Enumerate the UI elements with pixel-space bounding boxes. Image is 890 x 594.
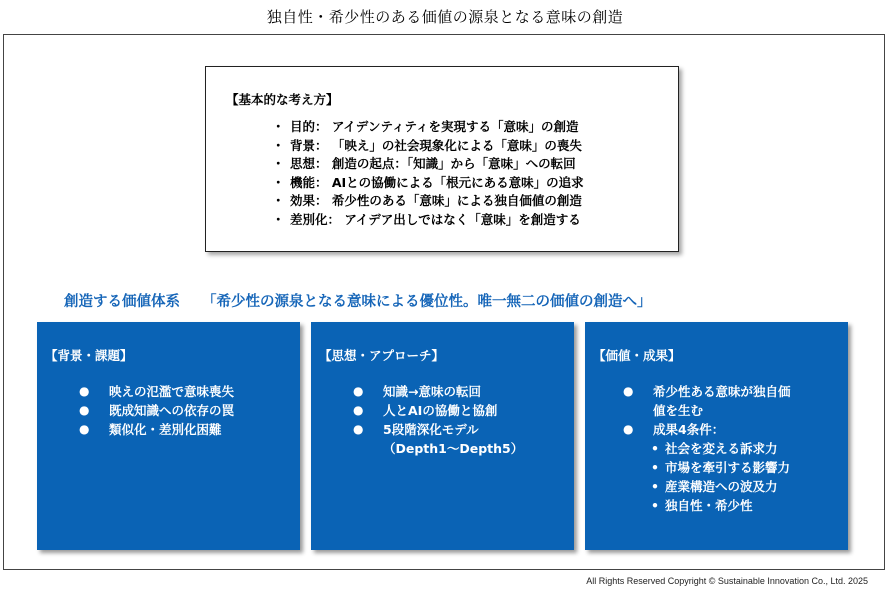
sub-bullet-icon: •	[651, 498, 659, 513]
panel-value-results	[585, 322, 848, 550]
concept-item-background: ・ 背景： 「映え」の社会現象化による「意味」の喪失	[272, 137, 584, 156]
bullet-icon: ・	[272, 193, 285, 208]
bullet-icon: ・	[272, 211, 285, 227]
bullet-dot-icon: ●	[623, 384, 634, 398]
sub-list-item: • 独自性・希少性	[651, 498, 753, 513]
concept-heading: 【基本的な考え方】	[226, 92, 339, 107]
list-item: ● 映えの氾濫で意味喪失	[79, 384, 235, 399]
sub-list-item: • 市場を牽引する影響力	[651, 460, 791, 475]
bullet-icon: ・	[272, 119, 285, 134]
list-item: ● 人とAIの協働と協創	[353, 403, 498, 418]
bullet-dot-icon: ●	[79, 384, 90, 398]
bullet-icon: ・	[272, 174, 285, 190]
bullet-dot-icon: ●	[353, 422, 364, 436]
bullet-icon: ・	[272, 137, 285, 153]
bullet-icon: ・	[272, 156, 285, 171]
panel-list	[623, 382, 791, 515]
page-title: 独自性・希少性のある価値の源泉となる意味の創造	[266, 8, 624, 26]
panel-heading: 【価値・成果】	[593, 348, 681, 363]
concept-box	[205, 66, 679, 252]
bullet-dot-icon: ●	[353, 403, 364, 417]
list-item: ● 既成知識への依存の罠	[79, 403, 235, 418]
sub-bullet-icon: •	[651, 460, 659, 475]
value-system-line	[64, 290, 864, 311]
panel-heading: 【背景・課題】	[45, 348, 133, 363]
panel-heading: 【思想・アプローチ】	[319, 348, 445, 363]
panel-list	[353, 382, 523, 458]
sub-bullet-icon: •	[651, 441, 659, 456]
sub-list-item: • 産業構造への波及力	[651, 479, 778, 494]
bullet-dot-icon: ●	[353, 384, 364, 398]
bullet-dot-icon: ●	[79, 403, 90, 417]
list-item: ● 希少性ある意味が独自価 値を生む	[623, 384, 791, 418]
bullet-dot-icon: ●	[79, 422, 90, 436]
concept-item-purpose: ・ 目的： アイデンティティを実現する「意味」の創造	[272, 118, 584, 137]
list-item: ● 5段階深化モデル （Depth1〜Depth5）	[353, 422, 524, 456]
concept-item-differentiation: ・ 差別化： アイデア出しではなく「意味」を創造する	[272, 211, 584, 230]
value-system-statement: 「希少性の源泉となる意味による優位性。唯一無二の価値の創造へ」	[202, 294, 652, 310]
bullet-dot-icon: ●	[623, 422, 634, 436]
list-item: ● 類似化・差別化困難	[79, 422, 222, 437]
list-item: ● 知識→意味の転回	[353, 384, 481, 399]
sub-list-item: • 社会を変える訴求力	[651, 441, 778, 456]
concept-item-function: ・ 機能： AIとの協働による「根元にある意味」の追求	[272, 174, 584, 193]
panel-list	[79, 382, 234, 439]
concept-list	[272, 118, 584, 229]
list-item: ● 成果4条件：	[623, 422, 725, 437]
sub-bullet-icon: •	[651, 479, 659, 494]
value-system-label: 創造する価値体系	[64, 294, 180, 310]
copyright-notice: All Rights Reserved Copyright © Sustainable Innovation Co., Ltd. 2025	[586, 576, 868, 586]
concept-item-effect: ・ 効果： 希少性のある「意味」による独自価値の創造	[272, 192, 584, 211]
panel-background-issues	[37, 322, 300, 550]
concept-item-thought: ・ 思想： 創造の起点：「知識」から「意味」への転回	[272, 155, 584, 174]
panel-thought-approach	[311, 322, 574, 550]
